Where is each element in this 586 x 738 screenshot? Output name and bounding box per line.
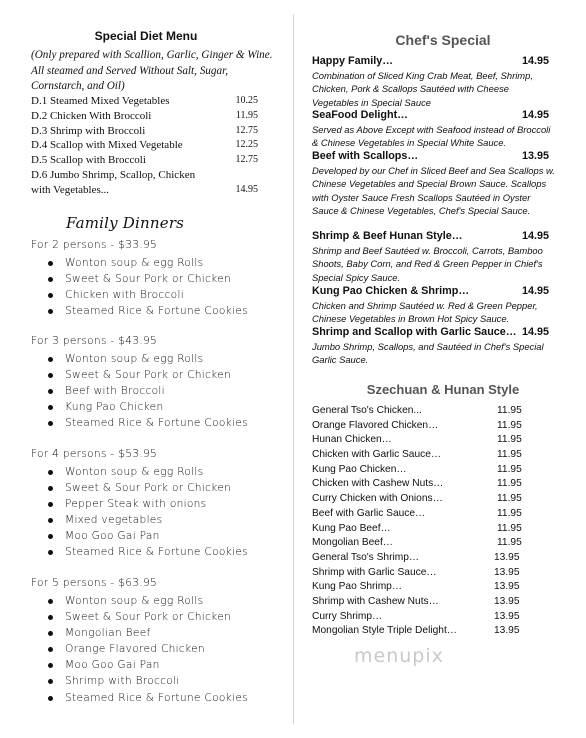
- special-diet-item-price: 12.75: [235, 125, 258, 136]
- list-item: Moo Goo Gai Pan: [48, 657, 248, 673]
- bullet-icon: [48, 696, 53, 701]
- menu-row: [312, 536, 552, 551]
- dish-name: General Tso's Shrimp…: [312, 551, 420, 563]
- dish-price: 11.95: [497, 493, 522, 505]
- dish-price: 13.95: [521, 150, 549, 162]
- family-group-list: [48, 464, 248, 561]
- bullet-icon: [48, 663, 53, 668]
- menu-row: [312, 492, 552, 507]
- list-item: Chicken with Broccoli: [48, 287, 248, 303]
- dish-name: Curry Chicken with Onions…: [312, 493, 443, 505]
- chefs-special-item: [312, 229, 555, 284]
- bullet-icon: [48, 615, 53, 620]
- bullet-icon: [48, 277, 53, 282]
- family-group-list: [48, 351, 248, 431]
- chefs-special-title: Chef's Special: [395, 32, 491, 48]
- special-diet-item: [31, 153, 258, 168]
- list-item: Sweet & Sour Pork or Chicken: [48, 480, 248, 496]
- dish-price: 14.95: [521, 326, 549, 338]
- dish-name: Shrimp and Scallop with Garlic Sauce…: [312, 326, 517, 338]
- dish-name: Kung Pao Chicken…: [312, 463, 407, 475]
- chefs-special-item: [312, 325, 555, 367]
- chefs-special-item: [312, 149, 555, 217]
- special-diet-item-name: D.4 Scallop with Mixed Vegetable: [31, 139, 183, 151]
- menu-row: [312, 624, 552, 639]
- column-divider: [293, 14, 294, 724]
- list-item: Wonton soup & egg Rolls: [48, 351, 248, 367]
- special-diet-note: (Only prepared with Scallion, Garlic, Ginger & Wine. All steamed and Served Without Salt, Sugar, Cornstarch, and Oil): [31, 49, 273, 92]
- menu-row: [312, 580, 552, 595]
- chefs-special-item: [312, 54, 555, 109]
- menu-row: [312, 448, 552, 463]
- bullet-icon: [48, 470, 53, 475]
- bullet-icon: [48, 631, 53, 636]
- chefs-special-item: [312, 108, 555, 150]
- family-group-label: For 3 persons - $43.95: [31, 335, 158, 347]
- dish-description: Served as Above Except with Seafood instead of Broccoli & Chinese Vegetables in Special White Sauce.: [312, 124, 551, 149]
- szechuan-title: Szechuan & Hunan Style: [366, 382, 520, 397]
- dish-name: SeaFood Delight…: [312, 109, 408, 121]
- special-diet-item: [31, 168, 258, 197]
- menu-row: [312, 404, 552, 419]
- dish-description: Chicken and Shrimp Sautéed w. Red & Green Pepper, Chinese Vegetables in Brown Hot Spicy Sauce.: [312, 300, 538, 325]
- dish-description: Developed by our Chef in Sliced Beef and Sea Scallops w. Chinese Vegetables and Special Brown Sauce. Scallops with Oyster Sauce Fresh Scallops Sautéed in Oyster Sauce & Chinese Vegetables, Chef's Special Sauce.: [312, 165, 555, 216]
- dish-name: Kung Pao Chicken & Shrimp…: [312, 285, 470, 297]
- dish-price: 13.95: [494, 625, 520, 637]
- list-item: Sweet & Sour Pork or Chicken: [48, 609, 248, 625]
- bullet-icon: [48, 647, 53, 652]
- bullet-icon: [48, 486, 53, 491]
- menu-row: [312, 463, 552, 478]
- special-diet-item-price: 12.25: [235, 139, 258, 150]
- dish-name: Happy Family…: [312, 55, 393, 67]
- dish-name: Chicken with Cashew Nuts…: [312, 478, 444, 490]
- dish-price: 11.95: [497, 522, 522, 534]
- menu-row: [312, 551, 552, 566]
- menu-row: [312, 433, 552, 448]
- bullet-icon: [48, 599, 53, 604]
- dish-name: Shrimp with Cashew Nuts…: [312, 595, 439, 607]
- dish-price: 11.95: [497, 507, 522, 519]
- dish-name: Mongolian Style Triple Delight…: [312, 625, 457, 637]
- dish-price: 11.95: [497, 419, 522, 431]
- special-diet-item-price: 11.95: [235, 110, 258, 121]
- list-item: Kung Pao Chicken: [48, 399, 248, 415]
- menu-row: [312, 610, 552, 625]
- bullet-icon: [48, 534, 53, 539]
- menu-row: [312, 507, 552, 522]
- menupix-watermark: menupix: [354, 645, 444, 667]
- dish-price: 13.95: [494, 595, 520, 607]
- bullet-icon: [48, 309, 53, 314]
- list-item: Wonton soup & egg Rolls: [48, 593, 248, 609]
- list-item: Pepper Steak with onions: [48, 496, 248, 512]
- bullet-icon: [48, 421, 53, 426]
- dish-price: 11.95: [497, 478, 522, 490]
- menu-row: [312, 419, 552, 434]
- special-diet-item-price: 12.75: [235, 154, 258, 165]
- dish-name: Chicken with Garlic Sauce…: [312, 449, 442, 461]
- bullet-icon: [48, 679, 53, 684]
- bullet-icon: [48, 518, 53, 523]
- family-group-label: For 2 persons - $33.95: [31, 239, 158, 251]
- dish-name: General Tso's Chicken...: [312, 405, 422, 416]
- menu-row: [312, 566, 552, 581]
- special-diet-item: [31, 138, 258, 153]
- dish-price: 14.95: [521, 55, 549, 67]
- dish-name: Shrimp with Garlic Sauce…: [312, 566, 437, 578]
- special-diet-item-price: 10.25: [235, 95, 258, 106]
- dish-description: Jumbo Shrimp, Scallops, and Sautéed in Chef's Special Garlic Sauce.: [312, 341, 544, 366]
- bullet-icon: [48, 293, 53, 298]
- dish-price: 14.95: [521, 285, 549, 297]
- dish-name: Beef with Scallops…: [312, 150, 419, 162]
- dish-price: 11.95: [497, 463, 522, 475]
- family-group-list: [48, 255, 248, 319]
- dish-description: Combination of Sliced King Crab Meat, Beef, Shrimp, Chicken, Pork & Scallops Sautéed with Cheese Vegetables in Special Sauce: [312, 70, 533, 108]
- list-item: Steamed Rice & Fortune Cookies: [48, 690, 248, 706]
- dish-name: Hunan Chicken…: [312, 434, 392, 446]
- special-diet-item-price: 14.95: [235, 183, 258, 195]
- family-group-label: For 5 persons - $63.95: [31, 577, 158, 589]
- list-item: Steamed Rice & Fortune Cookies: [48, 303, 248, 319]
- bullet-icon: [48, 357, 53, 362]
- dish-name: Kung Pao Shrimp…: [312, 581, 403, 593]
- dish-price: 14.95: [521, 109, 549, 121]
- dish-name: Mongolian Beef…: [312, 537, 393, 549]
- special-diet-item-name: D.5 Scallop with Broccoli: [31, 154, 146, 166]
- menu-row: [312, 522, 552, 537]
- list-item: Mongolian Beef: [48, 625, 248, 641]
- dish-price: 13.95: [494, 566, 520, 578]
- special-diet-item: [31, 109, 258, 124]
- bullet-icon: [48, 502, 53, 507]
- special-diet-item-name: D.6 Jumbo Shrimp, Scallop, Chicken with Vegetables...: [31, 169, 196, 196]
- special-diet-item-name: D.3 Shrimp with Broccoli: [31, 125, 146, 137]
- list-item: Steamed Rice & Fortune Cookies: [48, 544, 248, 560]
- list-item: Shrimp with Broccoli: [48, 673, 248, 689]
- list-item: Wonton soup & egg Rolls: [48, 255, 248, 271]
- dish-name: Orange Flavored Chicken…: [312, 419, 439, 431]
- special-diet-item: [31, 124, 258, 139]
- dish-price: 11.95: [497, 449, 522, 461]
- dish-price: 11.95: [497, 405, 522, 416]
- dish-name: Kung Pao Beef…: [312, 522, 391, 534]
- list-item: Beef with Broccoli: [48, 383, 248, 399]
- menu-row: [312, 477, 552, 492]
- bullet-icon: [48, 389, 53, 394]
- dish-name: Curry Shrimp…: [312, 610, 383, 622]
- szechuan-list: [312, 404, 552, 639]
- bullet-icon: [48, 405, 53, 410]
- chefs-special-item: [312, 284, 555, 326]
- family-group-list: [48, 593, 248, 706]
- menu-row: [312, 595, 552, 610]
- list-item: Wonton soup & egg Rolls: [48, 464, 248, 480]
- list-item: Mixed vegetables: [48, 512, 248, 528]
- bullet-icon: [48, 550, 53, 555]
- dish-price: 13.95: [494, 581, 520, 593]
- special-diet-item-name: D.1 Steamed Mixed Vegetables: [31, 95, 170, 107]
- dish-price: 13.95: [494, 551, 520, 563]
- special-diet-title: Special Diet Menu: [94, 29, 198, 43]
- family-dinners-title: Family Dinners: [66, 214, 185, 232]
- list-item: Orange Flavored Chicken: [48, 641, 248, 657]
- bullet-icon: [48, 373, 53, 378]
- special-diet-item-name: D.2 Chicken With Broccoli: [31, 110, 152, 122]
- family-group-label: For 4 persons - $53.95: [31, 448, 158, 460]
- list-item: Moo Goo Gai Pan: [48, 528, 248, 544]
- special-diet-item: [31, 94, 258, 109]
- dish-price: 11.95: [497, 434, 522, 446]
- dish-name: Shrimp & Beef Hunan Style…: [312, 230, 463, 242]
- list-item: Steamed Rice & Fortune Cookies: [48, 415, 248, 431]
- dish-name: Beef with Garlic Sauce…: [312, 507, 426, 519]
- dish-price: 13.95: [494, 610, 520, 622]
- bullet-icon: [48, 261, 53, 266]
- dish-price: 11.95: [497, 537, 522, 549]
- dish-price: 14.95: [521, 230, 549, 242]
- dish-description: Shrimp and Beef Sautéed w. Broccoli, Carrots, Bamboo Shoots, Baby Corn, and Red & Green Pepper in Chief's Special Spicy Sauce.: [312, 245, 543, 283]
- list-item: Sweet & Sour Pork or Chicken: [48, 367, 248, 383]
- list-item: Sweet & Sour Pork or Chicken: [48, 271, 248, 287]
